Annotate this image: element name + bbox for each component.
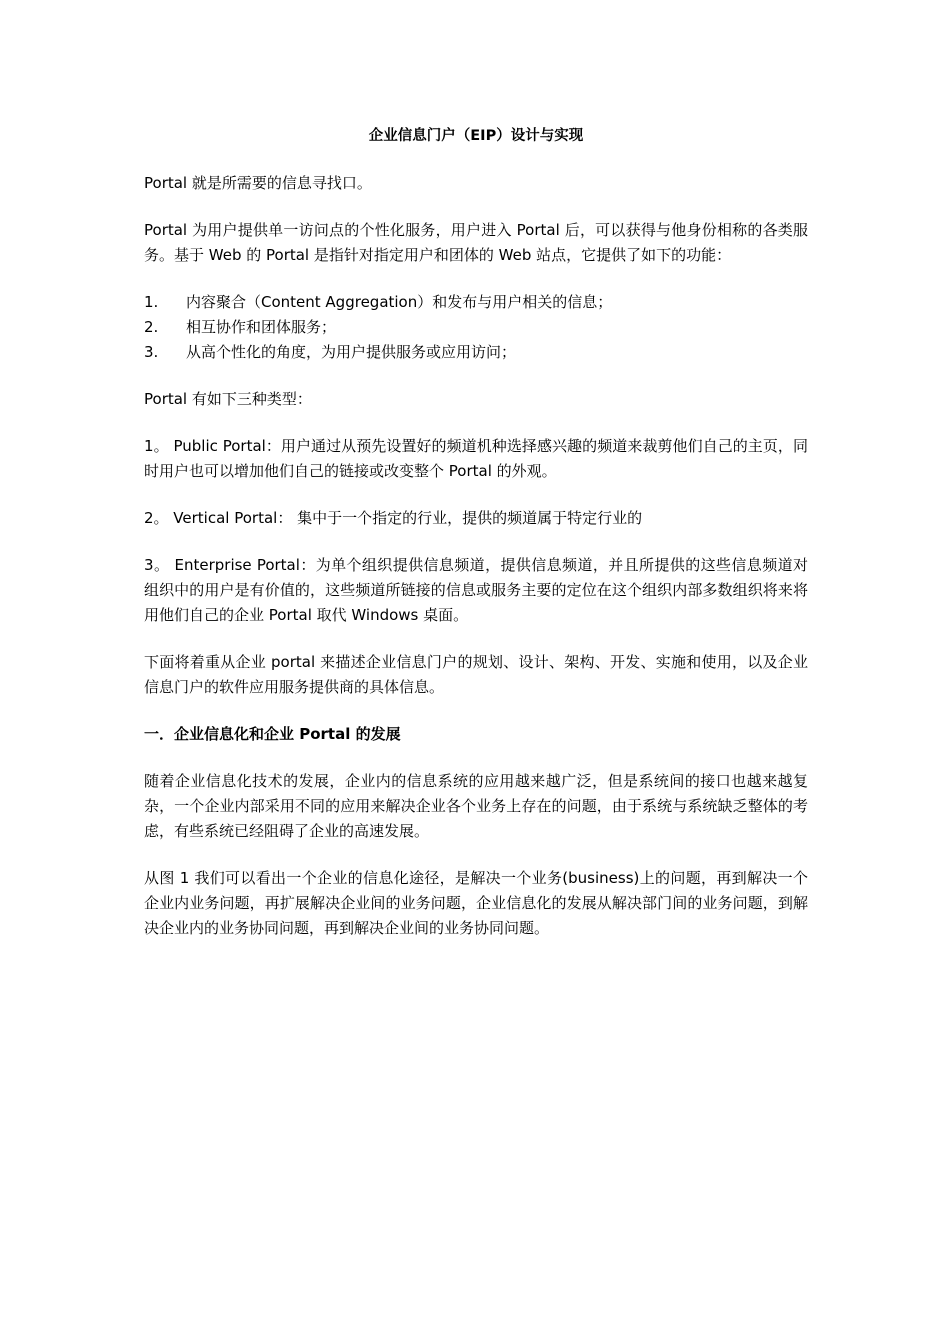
paragraph-portal-types-intro: Portal 有如下三种类型： — [144, 390, 312, 408]
list-item-text: 相互协作和团体服务； — [186, 318, 337, 336]
document-title: 企业信息门户（EIP）设计与实现 — [368, 128, 584, 144]
list-item-number: 2. — [144, 318, 159, 336]
paragraph-public-portal: 1。 Public Portal：用户通过从预先设置好的频道机种选择感兴趣的频道来裁剪他们自己的主页，同时用户也可以增加他们自己的链接或改变整个 Portal 的外观。 — [144, 437, 808, 480]
paragraph-enterprise-portal: 3。 Enterprise Portal：为单个组织提供信息频道，提供信息频道，并且所提供的这些信息频道对组织中的用户是有价值的，这些频道所链接的信息或服务主要的定位在这个组织内部多数组织将来将用他们自己的企业 Portal 取代 Windows 桌面。 — [144, 556, 808, 624]
list-item-number: 3. — [144, 343, 159, 361]
list-item — [144, 340, 808, 365]
paragraph-enterprise-portal-focus: 下面将着重从企业 portal 来描述企业信息门户的规划、设计、架构、开发、实施和使用，以及企业信息门户的软件应用服务提供商的具体信息。 — [144, 653, 808, 696]
section-heading: 一．企业信息化和企业 Portal 的发展 — [144, 725, 401, 743]
paragraph-vertical-portal: 2。 Vertical Portal： 集中于一个指定的行业，提供的频道属于特定行业的 — [144, 509, 643, 527]
list-item — [144, 315, 808, 340]
feature-list — [144, 290, 808, 365]
paragraph-figure-1-description: 从图 1 我们可以看出一个企业的信息化途径，是解决一个业务(business)上的问题，再到解决一个企业内业务问题，再扩展解决企业间的业务问题，企业信息化的发展从解决部门间的业务问题，到解决企业内的业务协同问题，再到解决企业间的业务协同问题。 — [144, 869, 808, 937]
paragraph-informatization-development: 随着企业信息化技术的发展，企业内的信息系统的应用越来越广泛，但是系统间的接口也越来越复杂，一个企业内部采用不同的应用来解决企业各个业务上存在的问题，由于系统与系统缺乏整体的考虑，有些系统已经阻碍了企业的高速发展。 — [144, 772, 808, 840]
list-item-text: 内容聚合（Content Aggregation）和发布与用户相关的信息； — [186, 293, 613, 311]
list-item-number: 1. — [144, 293, 159, 311]
paragraph-portal-definition: Portal 就是所需要的信息寻找口。 — [144, 174, 372, 192]
paragraph-portal-services: Portal 为用户提供单一访问点的个性化服务，用户进入 Portal 后，可以获得与他身份相称的各类服务。基于 Web 的 Portal 是指针对指定用户和团体的 Web 站点，它提供了如下的功能： — [144, 221, 808, 264]
list-item-text: 从高个性化的角度，为用户提供服务或应用访问； — [186, 343, 517, 361]
document-body — [144, 124, 808, 963]
list-item — [144, 290, 808, 315]
